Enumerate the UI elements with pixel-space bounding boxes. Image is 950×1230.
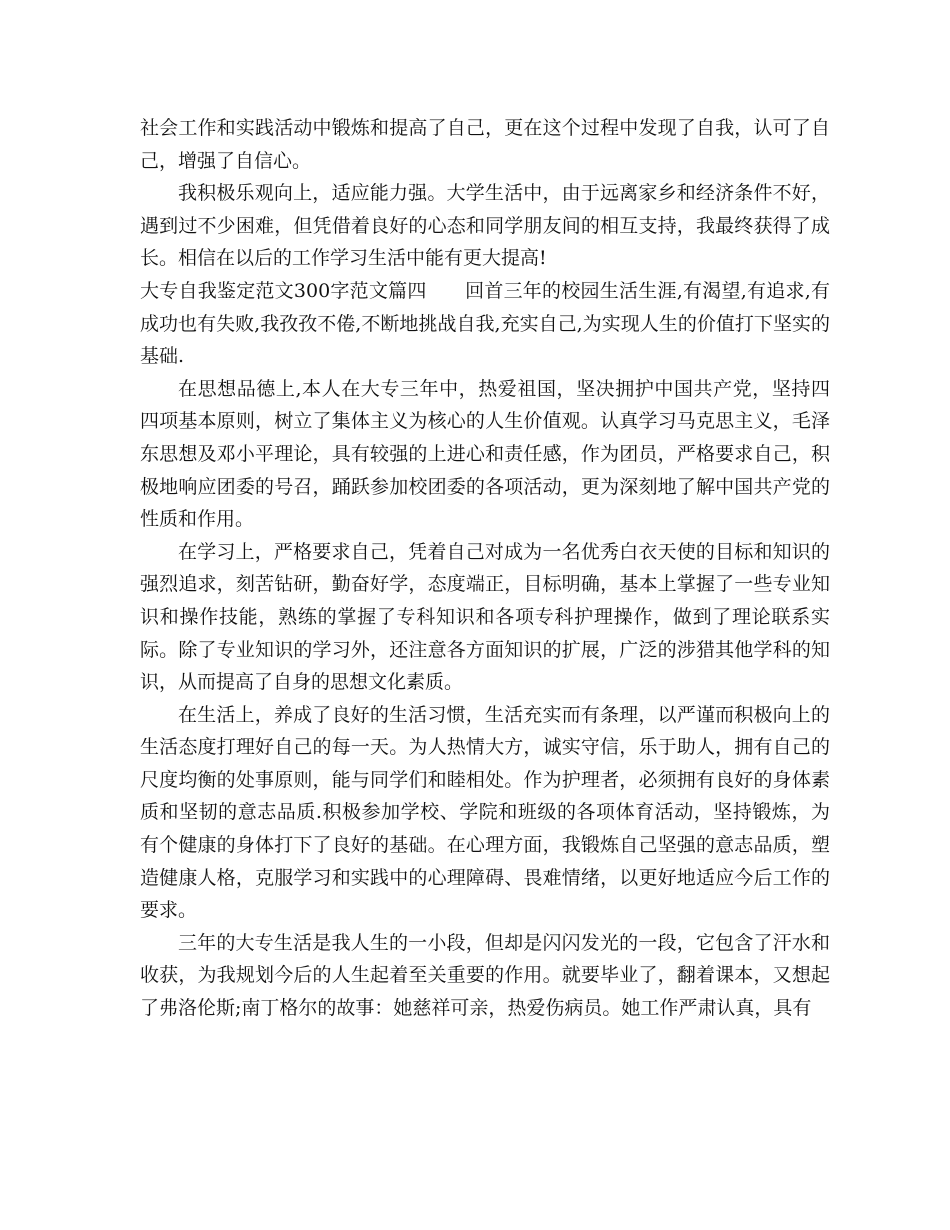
paragraph-study: 在学习上，严格要求自己，凭着自己对成为一名优秀白衣天使的目标和知识的强烈追求，刻苦钻研，勤奋好学，态度端正，目标明确，基本上掌握了一些专业知识和操作技能，熟练的掌握了专科知识和各项专科护理操作，做到了理论联系实际。除了专业知识的学习外，还注意各方面知识的扩展，广泛的涉猎其他学科的知识，从而提高了自身的思想文化素质。 xyxy=(140,540,830,694)
section-intro: 回首三年的校园生活生涯,有渴望,有追求,有成功也有失败,我孜孜不倦,不断地挑战自我,充实自己,为实现人生的价值打下坚实的基础. xyxy=(140,279,830,368)
paragraph-ideology: 在思想品德上,本人在大专三年中，热爱祖国，坚决拥护中国共产党，坚持四四项基本原则，树立了集体主义为核心的人生价值观。认真学习马克思主义，毛泽东思想及邓小平理论，具有较强的上进心和责任感，作为团员，严格要求自己，积极地响应团委的号召，踊跃参加校团委的各项活动，更为深刻地了解中国共产党的性质和作用。 xyxy=(140,377,830,531)
paragraph-optimism: 我积极乐观向上，适应能力强。大学生活中，由于远离家乡和经济条件不好，遇到过不少困难，但凭借着良好的心态和同学朋友间的相互支持，我最终获得了成长。相信在以后的工作学习生活中能有更大提高! xyxy=(140,182,830,270)
document-body xyxy=(140,112,830,1025)
section-gap xyxy=(427,280,465,302)
section-title: 大专自我鉴定范文300字范文篇四 xyxy=(140,279,427,302)
paragraph-life: 在生活上，养成了良好的生活习惯，生活充实而有条理，以严谨而积极向上的生活态度打理好自己的每一天。为人热情大方，诚实守信，乐于助人，拥有自己的尺度均衡的处事原则，能与同学们和睦相处。作为护理者，必须拥有良好的身体素质和坚韧的意志品质.积极参加学校、学院和班级的各项体育活动，坚持锻炼，为有个健康的身体打下了良好的基础。在心理方面，我锻炼自己坚强的意志品质，塑造健康人格，克服学习和实践中的心理障碍、畏难情绪，以更好地适应今后工作的要求。 xyxy=(140,703,830,922)
paragraph-conclusion: 三年的大专生活是我人生的一小段，但却是闪闪发光的一段，它包含了汗水和收获，为我规划今后的人生起着至关重要的作用。就要毕业了，翻着课本，又想起了弗洛伦斯;南丁格尔的故事：她慈祥可亲，热爱伤病员。她工作严肃认真，具有 xyxy=(140,931,830,1020)
paragraph-continuation: 社会工作和实践活动中锻炼和提高了自己，更在这个过程中发现了自我，认可了自己，增强了自信心。 xyxy=(140,117,830,172)
section-paragraph xyxy=(140,275,830,373)
